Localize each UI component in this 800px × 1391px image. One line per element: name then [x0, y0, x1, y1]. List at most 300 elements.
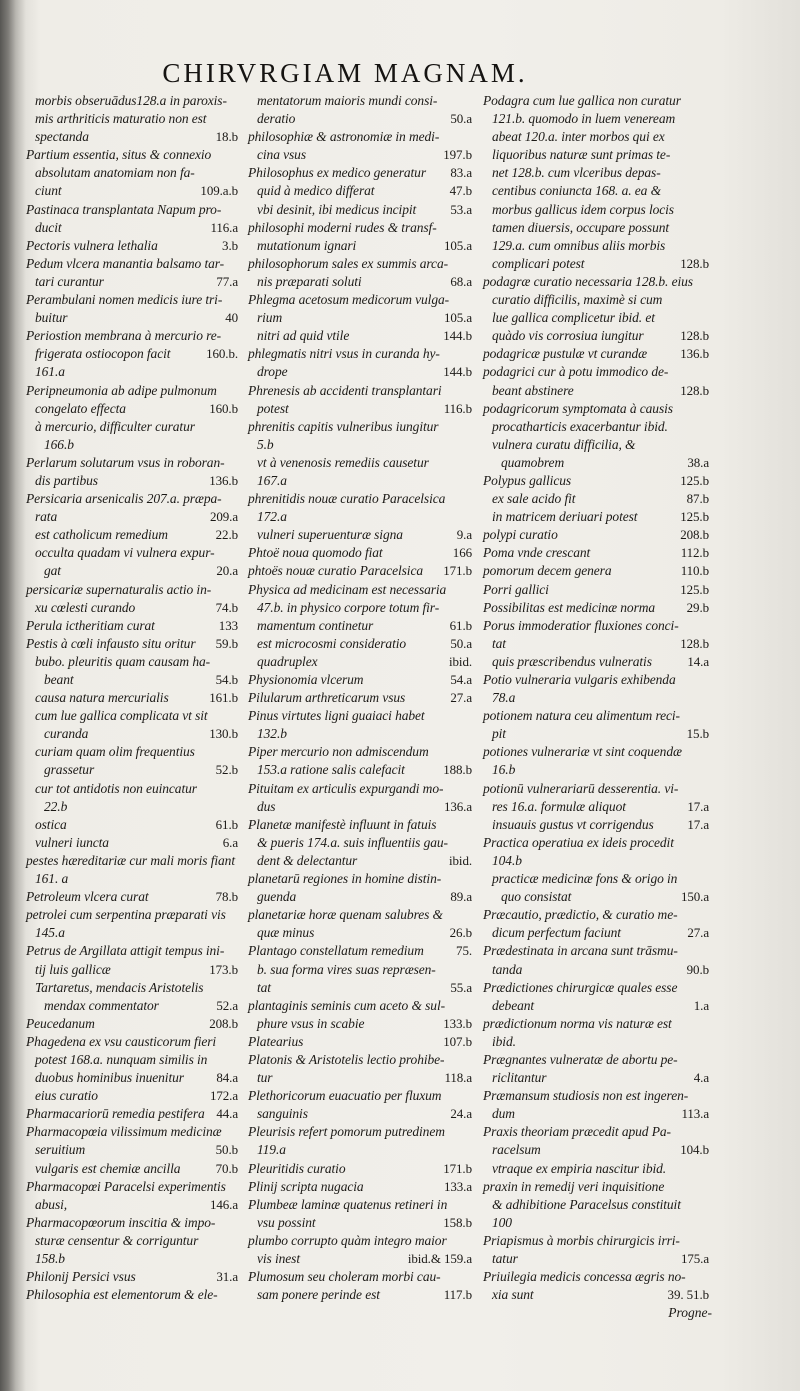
index-page-ref: ibid.: [449, 653, 472, 669]
index-line: [248, 291, 472, 309]
index-page-ref: 171.b: [443, 563, 472, 579]
index-line: [483, 599, 709, 617]
index-term: & adhibitione Paracelsus constituit: [492, 1196, 681, 1212]
index-line: [483, 581, 709, 599]
index-term: cum lue gallica complicata vt sit: [35, 708, 208, 724]
index-term: duobus hominibus inuenitur: [35, 1070, 184, 1086]
index-line: [26, 1214, 238, 1232]
index-term: 129.a. cum omnibus aliis morbis: [492, 237, 666, 253]
index-term: podagræ curatio necessaria 128.b. eius: [483, 273, 693, 289]
index-term: Præcautio, prædictio, & curatio me-: [483, 907, 678, 923]
index-line: [26, 599, 238, 617]
index-page-ref: 26.b: [449, 925, 472, 941]
index-term: beant abstinere: [492, 382, 574, 398]
index-term: tamen diuersis, occupare possunt: [492, 219, 670, 235]
index-line: [26, 1087, 238, 1105]
index-page-ref: 1.a: [693, 997, 709, 1013]
index-line: [26, 707, 238, 725]
index-page-ref: 89.a: [450, 889, 472, 905]
index-term: Porri gallici: [483, 581, 549, 597]
index-line: [248, 1051, 472, 1069]
index-line: [26, 418, 238, 436]
index-term: debeant: [492, 997, 535, 1013]
index-line: [26, 1232, 238, 1250]
index-page-ref: 125.b: [680, 472, 709, 488]
index-line: [248, 743, 472, 761]
index-term: dent & delectantur: [257, 852, 358, 868]
index-line: [483, 562, 709, 580]
index-line: [483, 345, 709, 363]
index-term: sturæ censentur & corriguntur: [35, 1232, 199, 1248]
index-page-ref: 160.b.: [206, 346, 238, 362]
index-line: [26, 1069, 238, 1087]
index-term: 22.b: [44, 798, 68, 814]
index-term: Petrus de Argillata attigit tempus ini-: [26, 943, 225, 959]
index-term: 121.b. quomodo in luem veneream: [492, 111, 676, 127]
index-term: vt à venenosis remediis causetur: [257, 454, 429, 470]
index-line: [483, 870, 709, 888]
index-term: podagricæ pustulæ vt curandæ: [483, 346, 648, 362]
index-term: eius curatio: [35, 1088, 98, 1104]
index-term: praxin in remedij veri inquisitione: [483, 1178, 665, 1194]
index-line: [26, 997, 238, 1015]
index-term: potionū vulnerariarū desserentia. vi-: [483, 780, 679, 796]
index-line: [248, 436, 472, 454]
index-term: planetariæ horæ quenam salubres &: [248, 907, 443, 923]
index-page-ref: 52.b: [215, 762, 238, 778]
index-line: [483, 273, 709, 291]
index-line: [248, 653, 472, 671]
index-term: Philosophia est elementorum & ele-: [26, 1287, 218, 1303]
index-line: [26, 544, 238, 562]
index-term: grassetur: [44, 762, 95, 778]
index-line: [248, 635, 472, 653]
index-page-ref: 75.: [456, 943, 472, 959]
index-line: [483, 436, 709, 454]
index-page-ref: 175.a: [680, 1251, 709, 1266]
index-line: [248, 1286, 472, 1304]
index-term: Pleuritidis curatio: [248, 1160, 346, 1176]
index-page-ref: 54.a: [450, 672, 472, 687]
index-line: [248, 599, 472, 617]
index-page-ref: 105.a: [443, 310, 472, 326]
index-line: [483, 1087, 709, 1105]
index-line: [483, 725, 709, 743]
index-term: curiam quam olim frequentius: [35, 744, 195, 760]
index-page-ref: 144.b: [443, 364, 472, 380]
index-term: vtraque ex empiria nascitur ibid.: [492, 1160, 667, 1176]
index-term: plumbo corrupto quàm integro maior: [248, 1232, 447, 1248]
index-line: [26, 454, 238, 472]
index-term: riclitantur: [492, 1070, 547, 1086]
index-line: [248, 164, 472, 182]
index-term: Pleurisis refert pomorum putredinem: [248, 1124, 445, 1140]
index-page-ref: 77.a: [216, 273, 238, 289]
index-line: [26, 128, 238, 146]
index-line: [483, 906, 709, 924]
index-line: [26, 345, 238, 363]
index-page-ref: 3.b: [222, 237, 238, 253]
index-term: guenda: [257, 889, 297, 905]
index-term: pestes hæreditariæ cur mali moris fiant: [26, 852, 235, 868]
index-line: [248, 327, 472, 345]
index-line: [248, 961, 472, 979]
index-page-ref: 50.b: [215, 1142, 238, 1158]
index-line: [26, 942, 238, 960]
index-term: Præmansum studiosis non est ingeren-: [483, 1088, 689, 1104]
index-line: [26, 219, 238, 237]
index-line: [483, 544, 709, 562]
index-term: phure vsus in scabie: [257, 1015, 365, 1031]
index-term: Prædictiones chirurgicæ quales esse: [483, 979, 678, 995]
index-term: Partium essentia, situs & connexio: [26, 147, 212, 163]
index-line: [483, 635, 709, 653]
index-term: Petroleum vlcera curat: [26, 889, 149, 905]
index-page-ref: 136.b: [209, 472, 238, 488]
index-line: [248, 617, 472, 635]
index-term: Priapismus à morbis chirurgicis irri-: [483, 1232, 680, 1248]
index-term: absolutam anatomiam non fa-: [35, 165, 195, 181]
index-line: [26, 146, 238, 164]
index-line: [26, 1141, 238, 1159]
index-term: planetarū regiones in homine distin-: [248, 871, 442, 887]
index-term: Piper mercurio non admiscendum: [248, 744, 429, 760]
index-term: Pilularum arthreticarum vsus: [248, 690, 406, 706]
index-term: Peripneumonia ab adipe pulmonum: [26, 382, 217, 398]
index-term: Plumbeæ laminæ quatenus retineri in: [248, 1196, 448, 1212]
index-page-ref: 166: [452, 545, 472, 561]
index-line: [248, 562, 472, 580]
index-page-ref: 118.a: [444, 1070, 472, 1086]
index-term: vulneri superuenturæ signa: [257, 527, 403, 543]
index-page-ref: 171.b: [443, 1160, 472, 1176]
index-term: Praxis theoriam præcedit apud Pa-: [483, 1124, 671, 1140]
index-term: curanda: [44, 726, 89, 742]
index-term: Pituitam ex articulis expurgandi mo-: [248, 780, 444, 796]
index-line: [248, 110, 472, 128]
index-page-ref: 128.b: [680, 382, 709, 398]
index-line: [26, 526, 238, 544]
index-line: [248, 255, 472, 273]
index-term: Plantago constellatum remedium: [248, 943, 424, 959]
index-term: centibus coniuncta 168. a. ea &: [492, 183, 661, 199]
index-line: [26, 400, 238, 418]
index-term: dicum perfectum faciunt: [492, 925, 621, 941]
index-term: mentatorum maioris mundi consi-: [257, 93, 438, 108]
index-term: vulneri iuncta: [35, 834, 109, 850]
index-term: ibid.: [492, 1033, 516, 1049]
index-page-ref: 20.a: [216, 563, 238, 579]
index-page-ref: 53.a: [450, 201, 472, 217]
index-term: bubo. pleuritis quam causam ha-: [35, 653, 211, 669]
index-line: [483, 490, 709, 508]
index-page-ref: 136.b: [680, 346, 709, 362]
index-page-ref: 6.a: [222, 834, 238, 850]
index-term: 167.a: [257, 472, 287, 488]
index-page-ref: 15.b: [686, 726, 709, 742]
index-page-ref: 107.b: [443, 1033, 472, 1049]
index-line: [26, 725, 238, 743]
index-line: [248, 201, 472, 219]
index-line: [248, 544, 472, 562]
index-line: [26, 237, 238, 255]
index-line: [26, 164, 238, 182]
index-term: Practica operatiua ex ideis procedit: [483, 834, 674, 850]
index-term: causa natura mercurialis: [35, 690, 169, 706]
index-page-ref: 188.b: [443, 762, 472, 778]
index-term: Pharmacariorū remedia pestifera: [26, 1106, 205, 1122]
index-term: Platonis & Aristotelis lectio prohibe-: [248, 1051, 445, 1067]
index-page-ref: 112.b: [680, 545, 709, 561]
index-page-ref: 136.a: [443, 798, 472, 814]
index-term: philosophorum sales ex summis arca-: [248, 255, 448, 271]
index-page-ref: 17.a: [687, 816, 709, 832]
index-line: [248, 472, 472, 490]
index-line: [483, 798, 709, 816]
index-line: [248, 382, 472, 400]
index-line: [483, 671, 709, 689]
index-term: polypi curatio: [483, 527, 558, 543]
index-term: gat: [44, 563, 61, 579]
index-line: [483, 146, 709, 164]
index-line: [26, 653, 238, 671]
index-term: cina vsus: [257, 147, 306, 163]
index-line: [483, 110, 709, 128]
index-term: est catholicum remedium: [35, 527, 168, 543]
index-line: [248, 237, 472, 255]
index-term: drope: [257, 364, 288, 380]
index-line: [483, 164, 709, 182]
index-term: Pharmacopœi Paracelsi experimentis: [26, 1178, 226, 1194]
index-term: congelato effecta: [35, 400, 126, 416]
index-line: [26, 961, 238, 979]
index-line: [26, 327, 238, 345]
index-line: [26, 363, 238, 381]
index-term: Potio vulneraria vulgaris exhibenda: [483, 672, 676, 687]
index-line: [248, 1069, 472, 1087]
index-term: Phrenesis ab accidenti transplantari: [248, 382, 442, 398]
index-term: occulta quadam vi vulnera expur-: [35, 545, 215, 561]
index-line: [26, 852, 238, 870]
index-term: Polypus gallicus: [483, 472, 572, 488]
index-line: [483, 888, 709, 906]
index-term: b. sua forma vires suas repræsen-: [257, 961, 436, 977]
index-line: [248, 1268, 472, 1286]
index-line: [248, 309, 472, 327]
index-term: tat: [257, 979, 271, 995]
index-line: [483, 653, 709, 671]
index-line: [483, 382, 709, 400]
index-page-ref: 47.b: [449, 183, 472, 199]
index-page-ref: 4.a: [693, 1070, 709, 1086]
index-line: [483, 400, 709, 418]
index-term: 153.a ratione salis calefacit: [257, 762, 405, 778]
index-page-ref: 24.a: [450, 1106, 472, 1122]
index-line: [248, 979, 472, 997]
index-line: [26, 92, 238, 110]
index-line: [483, 1214, 709, 1232]
index-line: [483, 780, 709, 798]
index-page-ref: 113.a: [681, 1106, 709, 1122]
index-line: [248, 146, 472, 164]
index-line: [248, 490, 472, 508]
index-line: [26, 1196, 238, 1214]
index-line: [483, 1250, 709, 1268]
index-line: [248, 363, 472, 381]
index-line: [483, 816, 709, 834]
index-page-ref: 87.b: [686, 491, 709, 507]
index-line: [483, 92, 709, 110]
index-term: Plinij scripta nugacia: [248, 1178, 364, 1194]
index-term: xia sunt: [492, 1287, 534, 1303]
index-line: [483, 707, 709, 725]
index-page-ref: 133.a: [443, 1178, 472, 1194]
index-line: [26, 906, 238, 924]
index-line: [248, 1123, 472, 1141]
index-page-ref: 116.b: [443, 400, 472, 416]
index-term: Physionomia vlcerum: [248, 672, 364, 687]
index-term: 119.a: [257, 1142, 286, 1158]
index-line: [248, 1232, 472, 1250]
index-term: xu cœlesti curando: [35, 599, 136, 615]
index-line: [483, 617, 709, 635]
index-line: [26, 273, 238, 291]
index-term: tari curantur: [35, 273, 104, 289]
index-line: [26, 1123, 238, 1141]
index-term: Pestis à cœli infausto situ oritur: [26, 635, 196, 651]
index-line: [483, 508, 709, 526]
index-line: [26, 888, 238, 906]
index-page-ref: 29.b: [686, 599, 709, 615]
index-term: tur: [257, 1070, 273, 1086]
index-term: Porus immoderatior fluxiones conci-: [483, 617, 679, 633]
index-page-ref: 116.a: [210, 219, 238, 235]
index-term: abusi,: [35, 1196, 68, 1212]
index-line: [483, 1160, 709, 1178]
index-term: podagricorum symptomata à causis: [483, 400, 673, 416]
index-line: [248, 1196, 472, 1214]
index-page-ref: 54.b: [215, 672, 238, 687]
index-term: Plethoricorum euacuatio per fluxum: [248, 1088, 442, 1104]
index-term: mutationum ignari: [257, 237, 357, 253]
index-term: & pueris 174.a. suis influentiis gau-: [257, 834, 448, 850]
index-term: dum: [492, 1106, 515, 1122]
index-line: [483, 255, 709, 273]
index-term: vis inest: [257, 1251, 300, 1266]
index-line: [26, 780, 238, 798]
index-term: 5.b: [257, 436, 274, 452]
index-line: [483, 1268, 709, 1286]
index-term: phrenitis capitis vulneribus iungitur: [248, 418, 439, 434]
index-term: 47.b. in physico corpore totum fir-: [257, 599, 440, 615]
index-line: [248, 852, 472, 870]
index-page-ref: 83.a: [450, 165, 472, 181]
index-term: sanguinis: [257, 1106, 308, 1122]
index-term: Prædestinata in arcana sunt trāsmu-: [483, 943, 678, 959]
index-term: morbis obseruādus128.a in paroxis-: [35, 93, 227, 108]
index-line: [26, 1015, 238, 1033]
index-term: Perambulani nomen medicis iure tri-: [26, 292, 223, 308]
index-term: 161. a: [35, 871, 69, 887]
index-term: 100: [492, 1214, 512, 1230]
index-term: Perula ictheritiam curat: [26, 617, 155, 633]
index-page-ref: ibid.& 159.a: [407, 1251, 472, 1266]
index-line: [248, 671, 472, 689]
index-page-ref: 44.a: [216, 1106, 238, 1122]
index-term: tatur: [492, 1251, 518, 1266]
index-line: [483, 743, 709, 761]
index-page-ref: 22.b: [215, 527, 238, 543]
index-line: [26, 1051, 238, 1069]
index-page-ref: 74.b: [215, 599, 238, 615]
index-line: [483, 942, 709, 960]
index-line: [483, 761, 709, 779]
index-term: Philonij Persici vsus: [26, 1269, 136, 1285]
index-term: Philosophus ex medico generatur: [248, 165, 426, 181]
index-term: plantaginis seminis cum aceto & sul-: [248, 997, 446, 1013]
index-term: Podagra cum lue gallica non curatur: [483, 93, 681, 108]
index-term: practicæ medicinæ fons & origo in: [492, 871, 678, 887]
index-line: [483, 1105, 709, 1123]
index-page-ref: 27.a: [687, 925, 709, 941]
index-term: potest 168.a. nunquam similis in: [35, 1051, 208, 1067]
index-line: [483, 852, 709, 870]
index-term: est microcosmi consideratio: [257, 635, 407, 651]
index-line: [483, 1051, 709, 1069]
index-line: [26, 743, 238, 761]
index-line: [483, 997, 709, 1015]
index-line: [248, 400, 472, 418]
index-line: [483, 689, 709, 707]
index-line: [26, 1105, 238, 1123]
index-term: Persicaria arsenicalis 207.a. præpa-: [26, 491, 222, 507]
index-line: [248, 1015, 472, 1033]
index-line: [248, 345, 472, 363]
index-term: quamobrem: [501, 454, 565, 470]
index-line: [26, 1033, 238, 1051]
index-line: [248, 418, 472, 436]
index-line: [248, 273, 472, 291]
index-page-ref: 68.a: [450, 273, 472, 289]
index-page-ref: 117.b: [443, 1287, 472, 1303]
index-term: Priuilegia medicis concessa ægris no-: [483, 1269, 686, 1285]
index-term: complicari potest: [492, 255, 585, 271]
index-page-ref: 50.a: [450, 111, 472, 127]
index-page-ref: 70.b: [215, 1160, 238, 1176]
index-term: vbi desinit, ibi medicus incipit: [257, 201, 417, 217]
index-page-ref: 125.b: [680, 581, 709, 597]
index-page-ref: 61.b: [215, 816, 238, 832]
index-term: ex sale acido fit: [492, 491, 576, 507]
index-term: 158.b: [35, 1251, 65, 1266]
index-term: tat: [492, 635, 506, 651]
index-term: Phlegma acetosum medicorum vulga-: [248, 292, 450, 308]
index-line: [248, 1178, 472, 1196]
index-column-2: [248, 92, 472, 1304]
index-term: potionem natura ceu alimentum reci-: [483, 708, 680, 724]
index-term: dus: [257, 798, 276, 814]
index-term: potest: [257, 400, 289, 416]
index-page-ref: 39. 51.b: [667, 1287, 709, 1303]
index-term: procatharticis exacerbantur ibid.: [492, 418, 668, 434]
index-line: [26, 382, 238, 400]
index-line: [483, 1141, 709, 1159]
index-page-ref: 14.a: [687, 653, 709, 669]
index-line: [26, 617, 238, 635]
index-line: [26, 508, 238, 526]
index-line: [248, 689, 472, 707]
index-line: [248, 834, 472, 852]
